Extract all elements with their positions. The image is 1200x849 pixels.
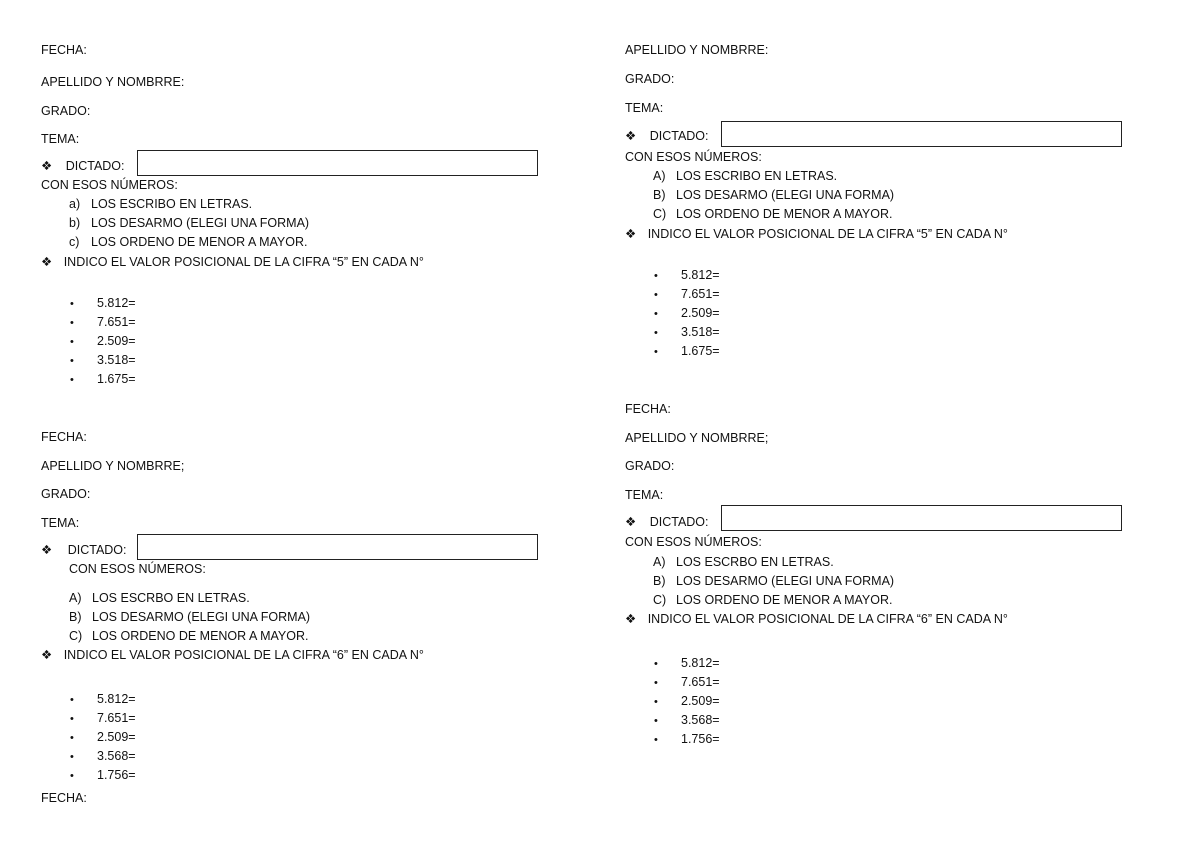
instruction-text: LOS ORDENO DE MENOR A MAYOR. bbox=[92, 629, 309, 643]
con-esos-numeros-label: CON ESOS NÚMEROS: bbox=[625, 150, 762, 164]
instruction-text: LOS ORDENO DE MENOR A MAYOR. bbox=[91, 235, 308, 249]
instruction-marker: A) bbox=[653, 555, 666, 569]
diamond-bullet-icon: ❖ bbox=[625, 129, 637, 143]
instruction-item bbox=[653, 575, 894, 588]
number-item bbox=[70, 769, 136, 782]
diamond-bullet-icon: ❖ bbox=[625, 612, 637, 626]
instruction-text: LOS ESCRIBO EN LETRAS. bbox=[676, 169, 838, 183]
bullet-icon: • bbox=[654, 715, 658, 727]
number-item bbox=[70, 354, 136, 367]
instruction-text: LOS DESARMO (ELEGI UNA FORMA) bbox=[676, 188, 895, 202]
grado-label: GRADO: bbox=[41, 104, 91, 118]
number-value: 3.518= bbox=[681, 325, 720, 339]
dictado-answer-box[interactable] bbox=[137, 150, 538, 176]
diamond-bullet-icon: ❖ bbox=[41, 543, 53, 557]
number-value: 5.812= bbox=[681, 268, 720, 282]
con-esos-numeros-label: CON ESOS NÚMEROS: bbox=[41, 178, 178, 192]
fecha-label: FECHA: bbox=[625, 402, 671, 416]
instruction-marker: A) bbox=[69, 591, 82, 605]
number-item bbox=[654, 288, 720, 301]
tema-label: TEMA: bbox=[41, 516, 80, 530]
dictado-row bbox=[41, 160, 125, 173]
tema-label: TEMA: bbox=[625, 488, 664, 502]
instruction-marker: B) bbox=[653, 574, 666, 588]
bullet-icon: • bbox=[70, 732, 74, 744]
bullet-icon: • bbox=[654, 308, 658, 320]
number-value: 2.509= bbox=[97, 730, 136, 744]
indico-label: INDICO EL VALOR POSICIONAL DE LA CIFRA “6” EN CADA N° bbox=[63, 648, 424, 662]
diamond-bullet-icon: ❖ bbox=[41, 159, 53, 173]
number-item bbox=[654, 345, 720, 358]
grado-label: GRADO: bbox=[625, 459, 675, 473]
instruction-item bbox=[69, 611, 310, 624]
bullet-icon: • bbox=[654, 658, 658, 670]
indico-row bbox=[41, 256, 424, 269]
indico-label: INDICO EL VALOR POSICIONAL DE LA CIFRA “5” EN CADA N° bbox=[647, 227, 1008, 241]
dictado-answer-box[interactable] bbox=[721, 505, 1122, 531]
con-esos-numeros-label: CON ESOS NÚMEROS: bbox=[625, 535, 762, 549]
number-value: 3.568= bbox=[97, 749, 136, 763]
number-value: 7.651= bbox=[681, 287, 720, 301]
number-value: 2.509= bbox=[681, 306, 720, 320]
dictado-row bbox=[625, 130, 709, 143]
bullet-icon: • bbox=[70, 355, 74, 367]
number-value: 5.812= bbox=[97, 296, 136, 310]
instruction-item bbox=[69, 198, 252, 211]
instruction-marker: C) bbox=[653, 207, 667, 221]
instruction-marker: C) bbox=[69, 629, 83, 643]
instruction-marker: B) bbox=[653, 188, 666, 202]
fecha-label: FECHA: bbox=[41, 791, 87, 805]
dictado-row bbox=[41, 544, 127, 557]
instruction-marker: A) bbox=[653, 169, 666, 183]
number-value: 5.812= bbox=[97, 692, 136, 706]
instruction-text: LOS ORDENO DE MENOR A MAYOR. bbox=[676, 593, 893, 607]
number-value: 7.651= bbox=[97, 315, 136, 329]
dictado-row bbox=[625, 516, 709, 529]
number-item bbox=[70, 712, 136, 725]
number-value: 7.651= bbox=[97, 711, 136, 725]
tema-label: TEMA: bbox=[625, 101, 664, 115]
dictado-answer-box[interactable] bbox=[137, 534, 538, 560]
number-item bbox=[70, 693, 136, 706]
instruction-item bbox=[653, 208, 892, 221]
diamond-bullet-icon: ❖ bbox=[625, 515, 637, 529]
bullet-icon: • bbox=[654, 734, 658, 746]
apellido-label: APELLIDO Y NOMBRRE; bbox=[41, 459, 185, 473]
bullet-icon: • bbox=[70, 336, 74, 348]
number-value: 1.675= bbox=[97, 372, 136, 386]
number-value: 7.651= bbox=[681, 675, 720, 689]
diamond-bullet-icon: ❖ bbox=[625, 227, 637, 241]
instruction-item bbox=[69, 592, 250, 605]
instruction-item bbox=[653, 556, 834, 569]
number-value: 1.756= bbox=[97, 768, 136, 782]
number-item bbox=[654, 269, 720, 282]
bullet-icon: • bbox=[654, 327, 658, 339]
bullet-icon: • bbox=[70, 751, 74, 763]
instruction-item bbox=[653, 189, 894, 202]
instruction-marker: C) bbox=[653, 593, 667, 607]
instruction-text: LOS ORDENO DE MENOR A MAYOR. bbox=[676, 207, 893, 221]
bullet-icon: • bbox=[70, 317, 74, 329]
number-item bbox=[654, 676, 720, 689]
fecha-label: FECHA: bbox=[41, 430, 87, 444]
instruction-text: LOS ESCRBO EN LETRAS. bbox=[676, 555, 834, 569]
instruction-marker: b) bbox=[69, 216, 81, 230]
indico-row bbox=[41, 649, 424, 662]
bullet-icon: • bbox=[654, 677, 658, 689]
number-value: 2.509= bbox=[681, 694, 720, 708]
bullet-icon: • bbox=[70, 694, 74, 706]
number-item bbox=[70, 731, 136, 744]
apellido-label: APELLIDO Y NOMBRRE; bbox=[625, 431, 769, 445]
dictado-label: DICTADO: bbox=[67, 543, 127, 557]
apellido-label: APELLIDO Y NOMBRRE: bbox=[625, 43, 769, 57]
con-esos-numeros-label: CON ESOS NÚMEROS: bbox=[69, 562, 206, 576]
indico-label: INDICO EL VALOR POSICIONAL DE LA CIFRA “6” EN CADA N° bbox=[647, 612, 1008, 626]
instruction-text: LOS DESARMO (ELEGI UNA FORMA) bbox=[92, 610, 311, 624]
number-item bbox=[70, 373, 136, 386]
number-value: 5.812= bbox=[681, 656, 720, 670]
bullet-icon: • bbox=[70, 713, 74, 725]
number-item bbox=[654, 307, 720, 320]
bullet-icon: • bbox=[654, 270, 658, 282]
bullet-icon: • bbox=[654, 696, 658, 708]
instruction-marker: a) bbox=[69, 197, 81, 211]
tema-label: TEMA: bbox=[41, 132, 80, 146]
bullet-icon: • bbox=[654, 346, 658, 358]
number-item bbox=[70, 297, 136, 310]
number-value: 1.756= bbox=[681, 732, 720, 746]
instruction-item bbox=[69, 217, 309, 230]
diamond-bullet-icon: ❖ bbox=[41, 648, 53, 662]
diamond-bullet-icon: ❖ bbox=[41, 255, 53, 269]
dictado-answer-box[interactable] bbox=[721, 121, 1122, 147]
grado-label: GRADO: bbox=[625, 72, 675, 86]
number-item bbox=[70, 335, 136, 348]
bullet-icon: • bbox=[70, 770, 74, 782]
indico-row bbox=[625, 613, 1008, 626]
indico-label: INDICO EL VALOR POSICIONAL DE LA CIFRA “5” EN CADA N° bbox=[63, 255, 424, 269]
number-item bbox=[70, 750, 136, 763]
number-item bbox=[654, 657, 720, 670]
fecha-label: FECHA: bbox=[41, 43, 87, 57]
number-item bbox=[654, 733, 720, 746]
bullet-icon: • bbox=[654, 289, 658, 301]
apellido-label: APELLIDO Y NOMBRRE: bbox=[41, 75, 185, 89]
number-item bbox=[654, 695, 720, 708]
instruction-text: LOS DESARMO (ELEGI UNA FORMA) bbox=[676, 574, 895, 588]
dictado-label: DICTADO: bbox=[649, 515, 709, 529]
number-value: 3.518= bbox=[97, 353, 136, 367]
instruction-marker: B) bbox=[69, 610, 82, 624]
dictado-label: DICTADO: bbox=[65, 159, 125, 173]
number-value: 3.568= bbox=[681, 713, 720, 727]
instruction-item bbox=[69, 630, 308, 643]
instruction-text: LOS DESARMO (ELEGI UNA FORMA) bbox=[91, 216, 310, 230]
number-item bbox=[70, 316, 136, 329]
instruction-marker: c) bbox=[69, 235, 80, 249]
grado-label: GRADO: bbox=[41, 487, 91, 501]
instruction-text: LOS ESCRIBO EN LETRAS. bbox=[91, 197, 253, 211]
instruction-item bbox=[69, 236, 307, 249]
bullet-icon: • bbox=[70, 298, 74, 310]
indico-row bbox=[625, 228, 1008, 241]
number-item bbox=[654, 326, 720, 339]
instruction-item bbox=[653, 594, 892, 607]
dictado-label: DICTADO: bbox=[649, 129, 709, 143]
number-value: 2.509= bbox=[97, 334, 136, 348]
instruction-text: LOS ESCRBO EN LETRAS. bbox=[92, 591, 250, 605]
bullet-icon: • bbox=[70, 374, 74, 386]
number-item bbox=[654, 714, 720, 727]
number-value: 1.675= bbox=[681, 344, 720, 358]
instruction-item bbox=[653, 170, 837, 183]
